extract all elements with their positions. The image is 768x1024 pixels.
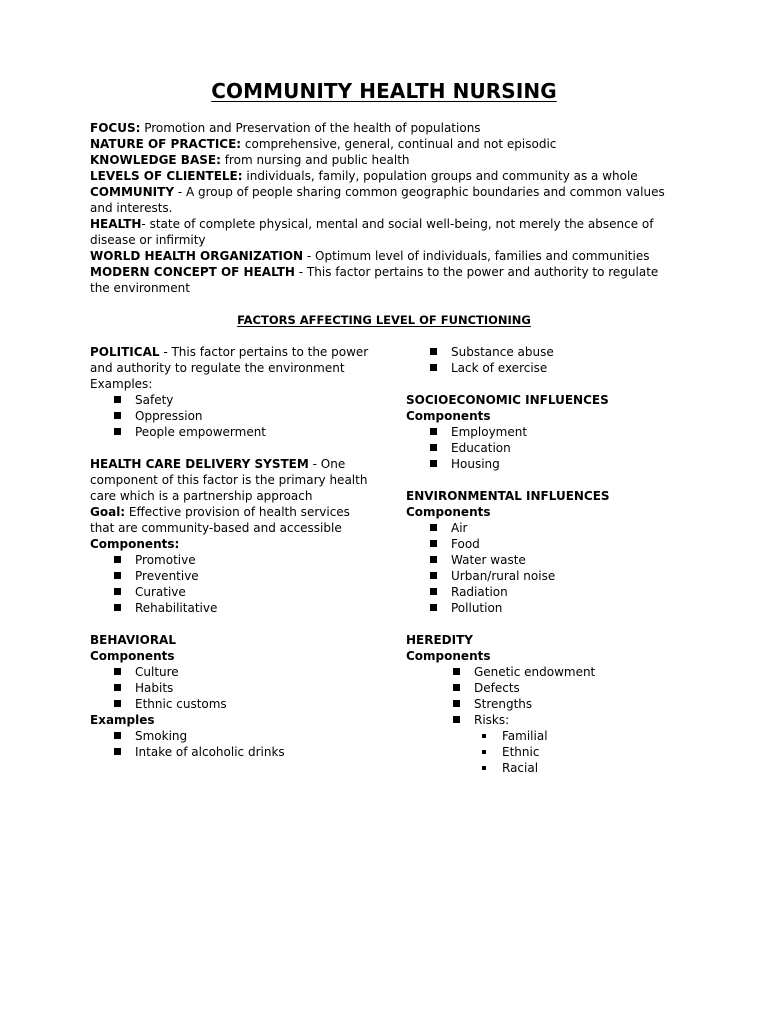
behavioral-examples-list (90, 728, 370, 760)
list-item: People empowerment (90, 424, 370, 440)
list-item: Intake of alcoholic drinks (90, 744, 370, 760)
list-item: Pollution (406, 600, 706, 616)
definition-knowledge-base: KNOWLEDGE BASE: from nursing and public health (90, 153, 410, 167)
definition-levels-of-clientele: LEVELS OF CLIENTELE: individuals, family, population groups and community as a whole (90, 169, 638, 183)
socioeconomic-heading: SOCIOECONOMIC INFLUENCES (406, 393, 609, 407)
healthcare-heading: HEALTH CARE DELIVERY SYSTEM - One component of this factor is the primary health care which is a partnership approach (90, 457, 368, 503)
list-item: Radiation (406, 584, 706, 600)
list-item: Education (406, 440, 706, 456)
heredity-components-list (406, 664, 706, 728)
heredity-components-label: Components (406, 649, 491, 663)
heredity-heading: HEREDITY (406, 633, 473, 647)
healthcare-components-label: Components: (90, 537, 180, 551)
socioeconomic-components-list (406, 424, 706, 472)
political-examples-label: Examples: (90, 377, 153, 391)
list-item: Housing (406, 456, 706, 472)
heredity-risks-list (406, 728, 706, 776)
behavioral-examples-list-continued (406, 344, 706, 376)
political-examples-list (90, 392, 370, 440)
list-item: Employment (406, 424, 706, 440)
environmental-components-label: Components (406, 505, 491, 519)
factors-heading: FACTORS AFFECTING LEVEL OF FUNCTIONING (237, 313, 531, 327)
list-item: Familial (406, 728, 706, 744)
behavioral-components-list (90, 664, 370, 712)
list-item: Lack of exercise (406, 360, 706, 376)
environmental-heading: ENVIRONMENTAL INFLUENCES (406, 489, 610, 503)
list-item: Risks: (406, 712, 706, 728)
definition-health: HEALTH- state of complete physical, mental and social well-being, not merely the absence of disease or infirmity (90, 217, 654, 247)
list-item: Strengths (406, 696, 706, 712)
page-title: COMMUNITY HEALTH NURSING (211, 79, 557, 103)
healthcare-goal: Goal: Effective provision of health services that are community-based and accessible (90, 505, 350, 535)
list-item: Culture (90, 664, 370, 680)
list-item: Water waste (406, 552, 706, 568)
behavioral-examples-label: Examples (90, 713, 155, 727)
definitions-block (90, 120, 680, 296)
list-item: Preventive (90, 568, 370, 584)
definition-focus: FOCUS: Promotion and Preservation of the health of populations (90, 121, 481, 135)
list-item: Genetic endowment (406, 664, 706, 680)
environmental-components-list (406, 520, 706, 616)
list-item: Urban/rural noise (406, 568, 706, 584)
list-item: Promotive (90, 552, 370, 568)
list-item: Rehabilitative (90, 600, 370, 616)
definition-community: COMMUNITY - A group of people sharing common geographic boundaries and common values and interests. (90, 185, 665, 215)
list-item: Food (406, 536, 706, 552)
list-item: Safety (90, 392, 370, 408)
political-heading: POLITICAL - This factor pertains to the power and authority to regulate the environment (90, 345, 369, 375)
list-item: Ethnic (406, 744, 706, 760)
right-column (406, 344, 706, 776)
definition-modern-concept: MODERN CONCEPT OF HEALTH - This factor pertains to the power and authority to regulate the environment (90, 265, 659, 295)
list-item: Curative (90, 584, 370, 600)
definition-who: WORLD HEALTH ORGANIZATION - Optimum level of individuals, families and communities (90, 249, 650, 263)
left-column (90, 344, 370, 760)
definition-nature-of-practice: NATURE OF PRACTICE: comprehensive, general, continual and not episodic (90, 137, 557, 151)
list-item: Racial (406, 760, 706, 776)
behavioral-components-label: Components (90, 649, 175, 663)
list-item: Air (406, 520, 706, 536)
list-item: Defects (406, 680, 706, 696)
behavioral-heading: BEHAVIORAL (90, 633, 176, 647)
list-item: Smoking (90, 728, 370, 744)
list-item: Ethnic customs (90, 696, 370, 712)
list-item: Substance abuse (406, 344, 706, 360)
healthcare-components-list (90, 552, 370, 616)
socioeconomic-components-label: Components (406, 409, 491, 423)
list-item: Oppression (90, 408, 370, 424)
list-item: Habits (90, 680, 370, 696)
